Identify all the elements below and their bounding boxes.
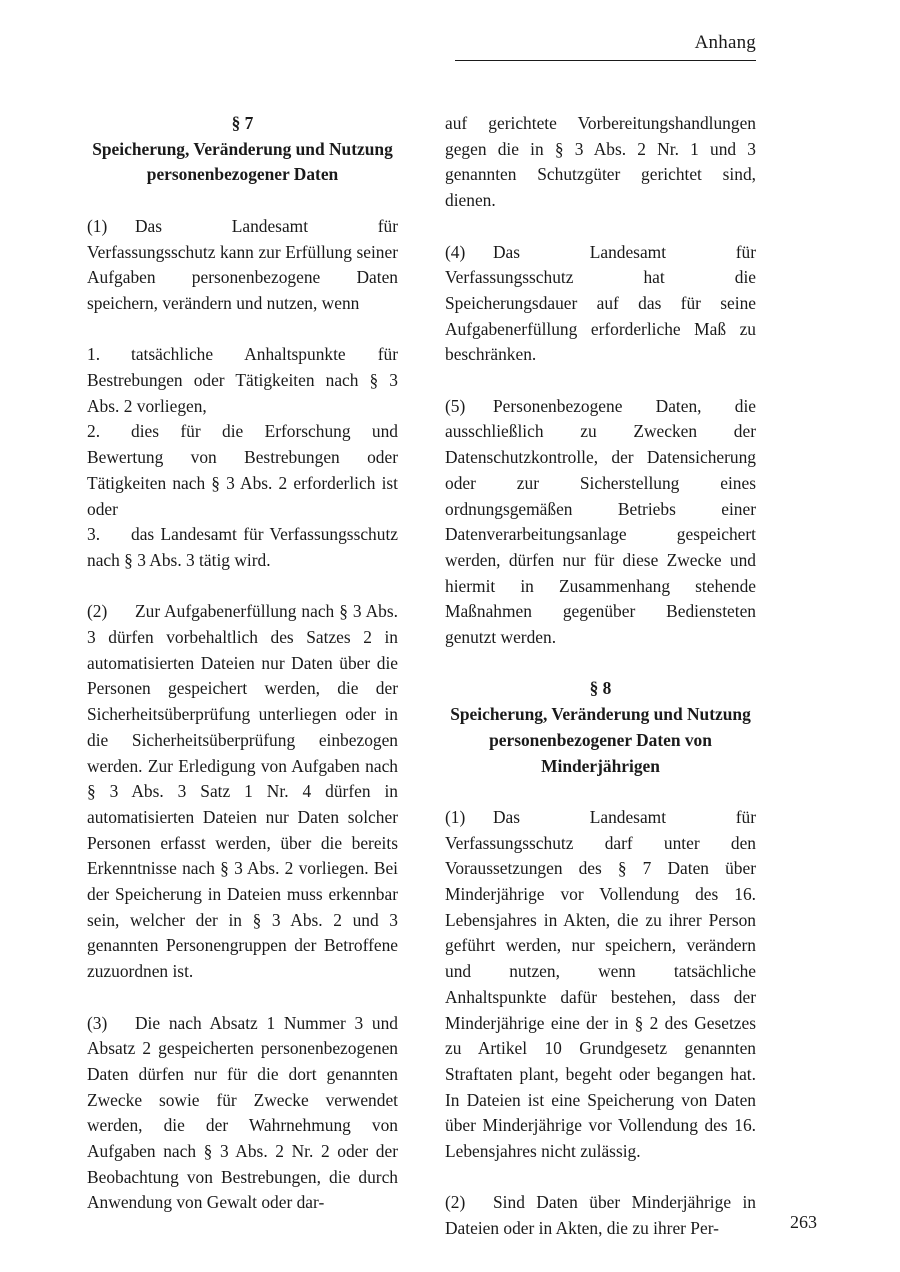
paragraph-text: Personenbezogene Daten, die ausschließlich zu Zwecken der Datenschutzkontrolle, der Datensicherung oder zur Sicherstellung eines ordnungsgemäßen Betriebs einer Datenverarbeitungsanlage gespeichert werden, dürfen nur für diese Zwecke und hiermit in Zusammenhang stehende Maßnahmen gegenüber Bediensteten genutzt werden. bbox=[445, 395, 756, 648]
list-number: 2. bbox=[87, 421, 101, 442]
section-7-paragraph-5 bbox=[445, 394, 756, 651]
paragraph-text: Sind Daten über Minderjährige in Dateien oder in Akten, die zu ihrer Per- bbox=[445, 1192, 756, 1239]
paragraph-number: (3) bbox=[87, 1012, 108, 1033]
section-7-title: Speicherung, Veränderung und Nutzung personenbezogener Daten bbox=[92, 138, 393, 185]
section-7-paragraph-3 bbox=[87, 1011, 398, 1217]
right-column bbox=[445, 111, 756, 1242]
paragraph-number: (1) bbox=[445, 806, 466, 827]
paragraph-number: (1) bbox=[87, 215, 108, 236]
paragraph-text: Zur Aufgabenerfüllung nach § 3 Abs. 3 dürfen vorbehaltlich des Satzes 2 in automatisierten Dateien nur Daten über die Personen gespeichert werden, die der Sicherheitsüberprüfung unterliegen oder in die Sicherheitsüberprüfung einbezogen werden. Zur Erledigung von Aufgaben nach § 3 Abs. 3 Satz 1 Nr. 4 dürfen in automatisierten Dateien nur Daten solcher Personen erfasst werden, über die bereits Erkenntnisse nach § 3 Abs. 2 vorliegen. Bei der Speicherung in Dateien muss erkennbar sein, welcher der in § 3 Abs. 2 und 3 genannten Personengruppen der Betroffene zuzuordnen ist. bbox=[87, 601, 398, 982]
list-number: 1. bbox=[87, 344, 101, 365]
left-column bbox=[87, 111, 398, 1216]
paragraph-number: (5) bbox=[445, 395, 466, 416]
section-7-paragraph-4 bbox=[445, 240, 756, 369]
section-8-symbol: § 8 bbox=[589, 678, 612, 699]
page-number: 263 bbox=[790, 1212, 817, 1232]
paragraph-text: Das Landesamt für Verfassungsschutz kann zur Erfüllung seiner Aufgaben personenbezogene Daten speichern, verändern und nutzen, wenn bbox=[87, 215, 398, 313]
paragraph-text: Die nach Absatz 1 Nummer 3 und Absatz 2 gespeicherten personenbezogenen Daten dürfen nur für die dort genannten Zwecke sowie für Zwecke verwendet werden, die der Wahrnehmung von Aufgaben nach § 3 Abs. 2 Nr. 2 oder der Beobachtung von Bestrebungen, die durch Anwendung von Gewalt oder dar- bbox=[87, 1012, 398, 1213]
section-7-symbol: § 7 bbox=[231, 113, 254, 133]
list-text: tatsächliche Anhaltspunkte für Bestrebungen oder Tätigkeiten nach § 3 Abs. 2 vorliegen, bbox=[87, 344, 398, 416]
section-7-paragraph-2 bbox=[87, 599, 398, 985]
list-item-2 bbox=[87, 419, 398, 522]
list-text: das Landesamt für Verfassungsschutz nach § 3 Abs. 3 tätig wird. bbox=[87, 524, 398, 570]
paragraph-number: (4) bbox=[445, 241, 466, 262]
section-7-paragraph-1 bbox=[87, 214, 398, 317]
list-item-1 bbox=[87, 342, 398, 419]
paragraph-number: (2) bbox=[445, 1192, 466, 1213]
section-8-title: Speicherung, Veränderung und Nutzung personenbezogener Daten von Minderjährigen bbox=[450, 704, 751, 776]
running-header: Anhang bbox=[455, 32, 756, 61]
list-item-3 bbox=[87, 522, 398, 573]
section-7-paragraph-3-continued: auf gerichtete Vorbereitungshandlungen gegen die in § 3 Abs. 2 Nr. 1 und 3 genannten Schutzgüter gerichtet sind, dienen. bbox=[445, 113, 756, 211]
list-text: dies für die Erforschung und Bewertung von Bestrebungen oder Tätigkeiten nach § 3 Abs. 2 erforderlich ist oder bbox=[87, 421, 398, 519]
section-7-heading bbox=[87, 111, 398, 188]
section-8-heading bbox=[445, 676, 756, 779]
list-number: 3. bbox=[87, 524, 101, 545]
paragraph-text: Das Landesamt für Verfassungsschutz darf unter den Voraussetzungen des § 7 Daten über Minderjährige vor Vollendung des 16. Lebensjahres in Akten, die zu ihrer Person geführt werden, nur speichern, verändern und nutzen, wenn tatsächliche Anhaltspunkte dafür bestehen, dass der Minderjährige eine der in § 2 des Gesetzes zu Artikel 10 Grundgesetz genannten Straftaten plant, begeht oder begangen hat. In Dateien ist eine Speicherung von Daten über Minderjährige vor Vollendung des 16. Lebensjahres nicht zulässig. bbox=[445, 806, 756, 1162]
section-8-paragraph-1 bbox=[445, 805, 756, 1165]
paragraph-text: Das Landesamt für Verfassungsschutz hat die Speicherungsdauer auf das für seine Aufgabenerfüllung erforderliche Maß zu beschränken. bbox=[445, 241, 756, 365]
section-8-paragraph-2 bbox=[445, 1190, 756, 1241]
paragraph-number: (2) bbox=[87, 601, 108, 622]
